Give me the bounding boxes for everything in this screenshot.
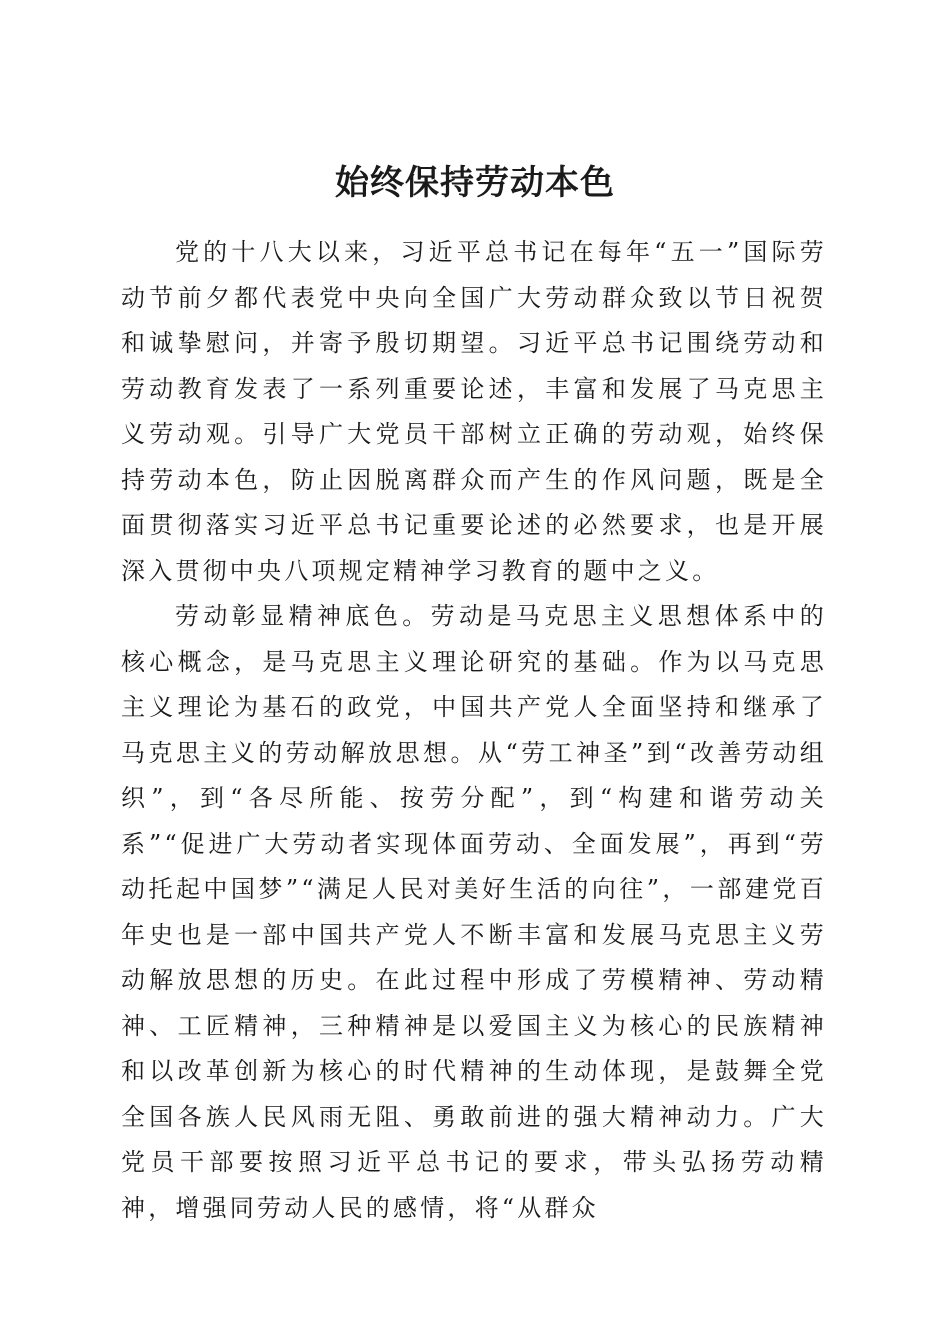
document-body xyxy=(121,230,827,1231)
paragraph-labor-spirit: 劳动彰显精神底色。劳动是马克思主义思想体系中的核心概念，是马克思主义理论研究的基础。作为以马克思主义理论为基石的政党，中国共产党人全面坚持和继承了马克思主义的劳动解放思想。从“劳工神圣”到“改善劳动组织”，到“各尽所能、按劳分配”，到“构建和谐劳动关系”“促进广大劳动者实现体面劳动、全面发展”，再到“劳动托起中国梦”“满足人民对美好生活的向往”，一部建党百年史也是一部中国共产党人不断丰富和发展马克思主义劳动解放思想的历史。在此过程中形成了劳模精神、劳动精神、工匠精神，三种精神是以爱国主义为核心的民族精神和以改革创新为核心的时代精神的生动体现，是鼓舞全党全国各族人民风雨无阻、勇敢前进的强大精神动力。广大党员干部要按照习近平总书记的要求，带头弘扬劳动精神，增强同劳动人民的感情，将“从群众 xyxy=(121,602,827,1222)
document-title: 始终保持劳动本色 xyxy=(335,162,615,203)
paragraph-intro: 党的十八大以来，习近平总书记在每年“五一”国际劳动节前夕都代表党中央向全国广大劳动群众致以节日祝贺和诚挚慰问，并寄予殷切期望。习近平总书记围绕劳动和劳动教育发表了一系列重要论述，丰富和发展了马克思主义劳动观。引导广大党员干部树立正确的劳动观，始终保持劳动本色，防止因脱离群众而产生的作风问题，既是全面贯彻落实习近平总书记重要论述的必然要求，也是开展深入贯彻中央八项规定精神学习教育的题中之义。 xyxy=(121,238,827,585)
